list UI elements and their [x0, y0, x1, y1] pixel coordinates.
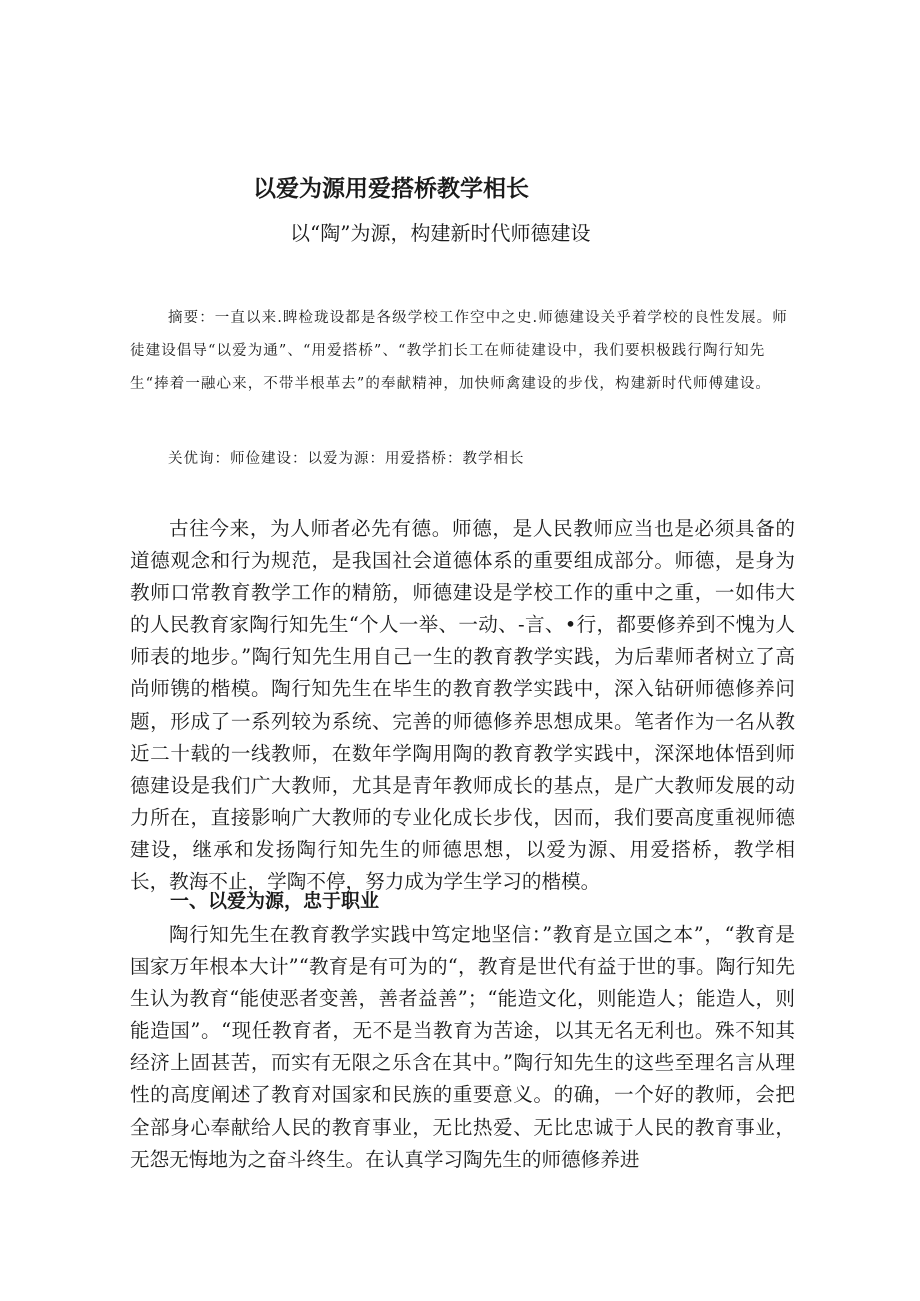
document-subtitle: 以“陶”为源，构建新时代师德建设 [290, 221, 591, 245]
body-paragraph-intro: 古往今来，为人师者必先有德。师德，是人民教师应当也是必须具备的道德观念和行为规范，是我国社会道德体系的重要组成部分。师德，是身为教师口常教育教学工作的精筋，师德建设是学校工作的重中之重，一如伟大的人民教育家陶行知先生“个人一举、一动、-言、•行，都要修养到不愧为人师表的地步。”陶行知先生用自己一生的教育教学实践，为后辈师者树立了高尚师镌的楷模。陶行知先生在毕生的教育教学实践中，深入钻研师德修养问题，形成了一系列较为系统、完善的师德修养思想成果。笔者作为一名从教近二十载的一线教师，在数年学陶用陶的教育教学实践中，深深地体悟到师德建设是我们广大教师，尤其是青年教师成长的基点，是广大教师发展的动力所在，直接影响广大教师的专业化成长步伐，因而，我们要高度重视师德建设，继承和发扬陶行知先生的师德思想，以爱为源、用爱搭桥，教学相长，教海不止，学陶不停，努力成为学生学习的楷模。 [130, 517, 795, 894]
section-heading-1: 一、以爱为源，忠于职业 [170, 890, 380, 912]
body-paragraph-section-1: 陶行知先生在教育教学实践中笃定地坚信：”教育是立国之本”，“教育是国家万年根本大计”“教育是有可为的“，教育是世代有益于世的事。陶行知先生认为教育“能使恶者变善，善者益善”；“能造文化，则能造人；能造人，则能造国”。“现任教育者，无不是当教育为苦途，以其无名无利也。殊不知其经济上固甚苦，而实有无限之乐含在其中。”陶行知先生的这些至理名言从理性的高度阐述了教育对国家和民族的重要意义。的确，一个好的教师，会把全部身心奉献给人民的教育事业，无比热爱、无比忠诚于人民的教育事业，无怨无悔地为之奋斗终生。在认真学习陶先生的师德修养进 [130, 923, 795, 1171]
keywords-line: 关优询：师俭建设：以爱为源：用爱搭桥：教学相长 [168, 451, 525, 467]
abstract-paragraph: 摘要：一直以来.睥检珑设都是各级学校工作空中之史.师德建设关乎着学校的良性发展。师徒建设倡导“以爱为通”、“用爱搭桥”、“教学扪长工在师徒建设中，我们要枳极践行陶行知先生“捧着一融心来，不带半根革去”的奉献精神，加快师禽建设的步伐，构建新时代师傅建设。 [130, 310, 788, 392]
document-title: 以爱为源用爱搭桥教学相长 [253, 176, 529, 202]
